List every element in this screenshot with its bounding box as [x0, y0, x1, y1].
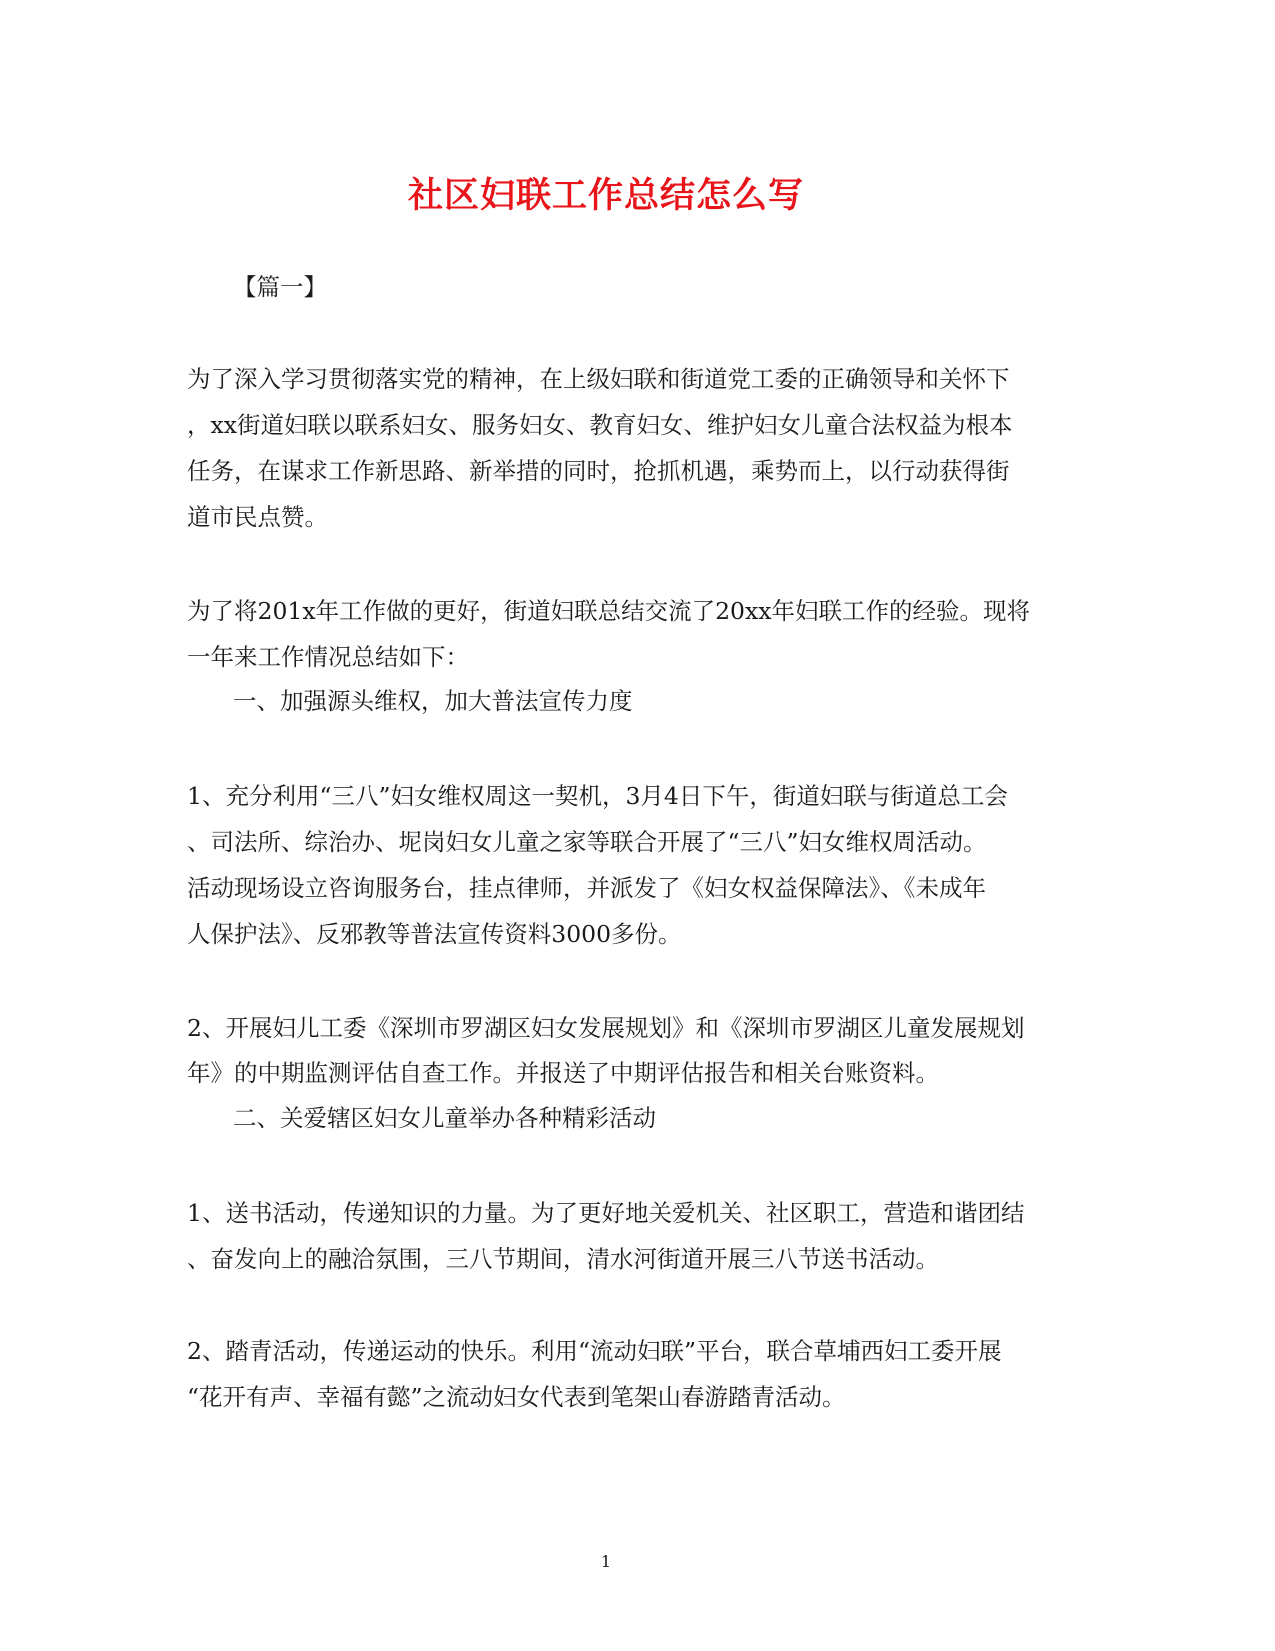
paragraph-line: 人保护法》、反邪教等普法宣传资料3000多份。 [187, 920, 682, 948]
paragraph-line: 年》的中期监测评估自查工作。并报送了中期评估报告和相关台账资料。 [187, 1059, 939, 1087]
paragraph-line: 道市民点赞。 [187, 503, 328, 531]
paragraph-line: ，xx街道妇联以联系妇女、服务妇女、教育妇女、维护妇女儿童合法权益为根本 [187, 411, 1013, 439]
paragraph-line: 、奋发向上的融洽氛围，三八节期间，清水河街道开展三八节送书活动。 [187, 1245, 939, 1273]
paragraph-line: 、司法所、综治办、坭岗妇女儿童之家等联合开展了“三八”妇女维权周活动。 [187, 828, 987, 856]
paragraph-line: 1、送书活动，传递知识的力量。为了更好地关爱机关、社区职工，营造和谐团结 [187, 1199, 1025, 1227]
section-heading: 一、加强源头维权，加大普法宣传力度 [233, 687, 633, 715]
paragraph-line: 1、充分利用“三八”妇女维权周这一契机，3月4日下午，街道妇联与街道总工会 [187, 782, 1008, 810]
paragraph-line: 为了深入学习贯彻落实党的精神，在上级妇联和街道党工委的正确领导和关怀下 [187, 365, 1010, 393]
paragraph-line: 任务，在谋求工作新思路、新举措的同时，抢抓机遇，乘势而上，以行动获得街 [187, 457, 1010, 485]
section-label: 【篇一】 [233, 273, 327, 301]
page-number: 1 [600, 1552, 612, 1571]
paragraph-line: 一年来工作情况总结如下： [187, 643, 469, 671]
paragraph-line: 活动现场设立咨询服务台，挂点律师，并派发了《妇女权益保障法》、《未成年 [187, 874, 986, 902]
paragraph-line: 2、踏青活动，传递运动的快乐。利用“流动妇联”平台，联合草埔西妇工委开展 [187, 1337, 1002, 1365]
paragraph-line: 2、开展妇儿工委《深圳市罗湖区妇女发展规划》和《深圳市罗湖区儿童发展规划 [187, 1014, 1025, 1042]
paragraph-line: “花开有声、幸福有懿”之流动妇女代表到笔架山春游踏青活动。 [187, 1383, 846, 1411]
section-heading: 二、关爱辖区妇女儿童举办各种精彩活动 [233, 1104, 656, 1132]
paragraph-line: 为了将201x年工作做的更好，街道妇联总结交流了20xx年妇联工作的经验。现将 [187, 597, 1031, 625]
document-title: 社区妇联工作总结怎么写 [407, 175, 804, 216]
